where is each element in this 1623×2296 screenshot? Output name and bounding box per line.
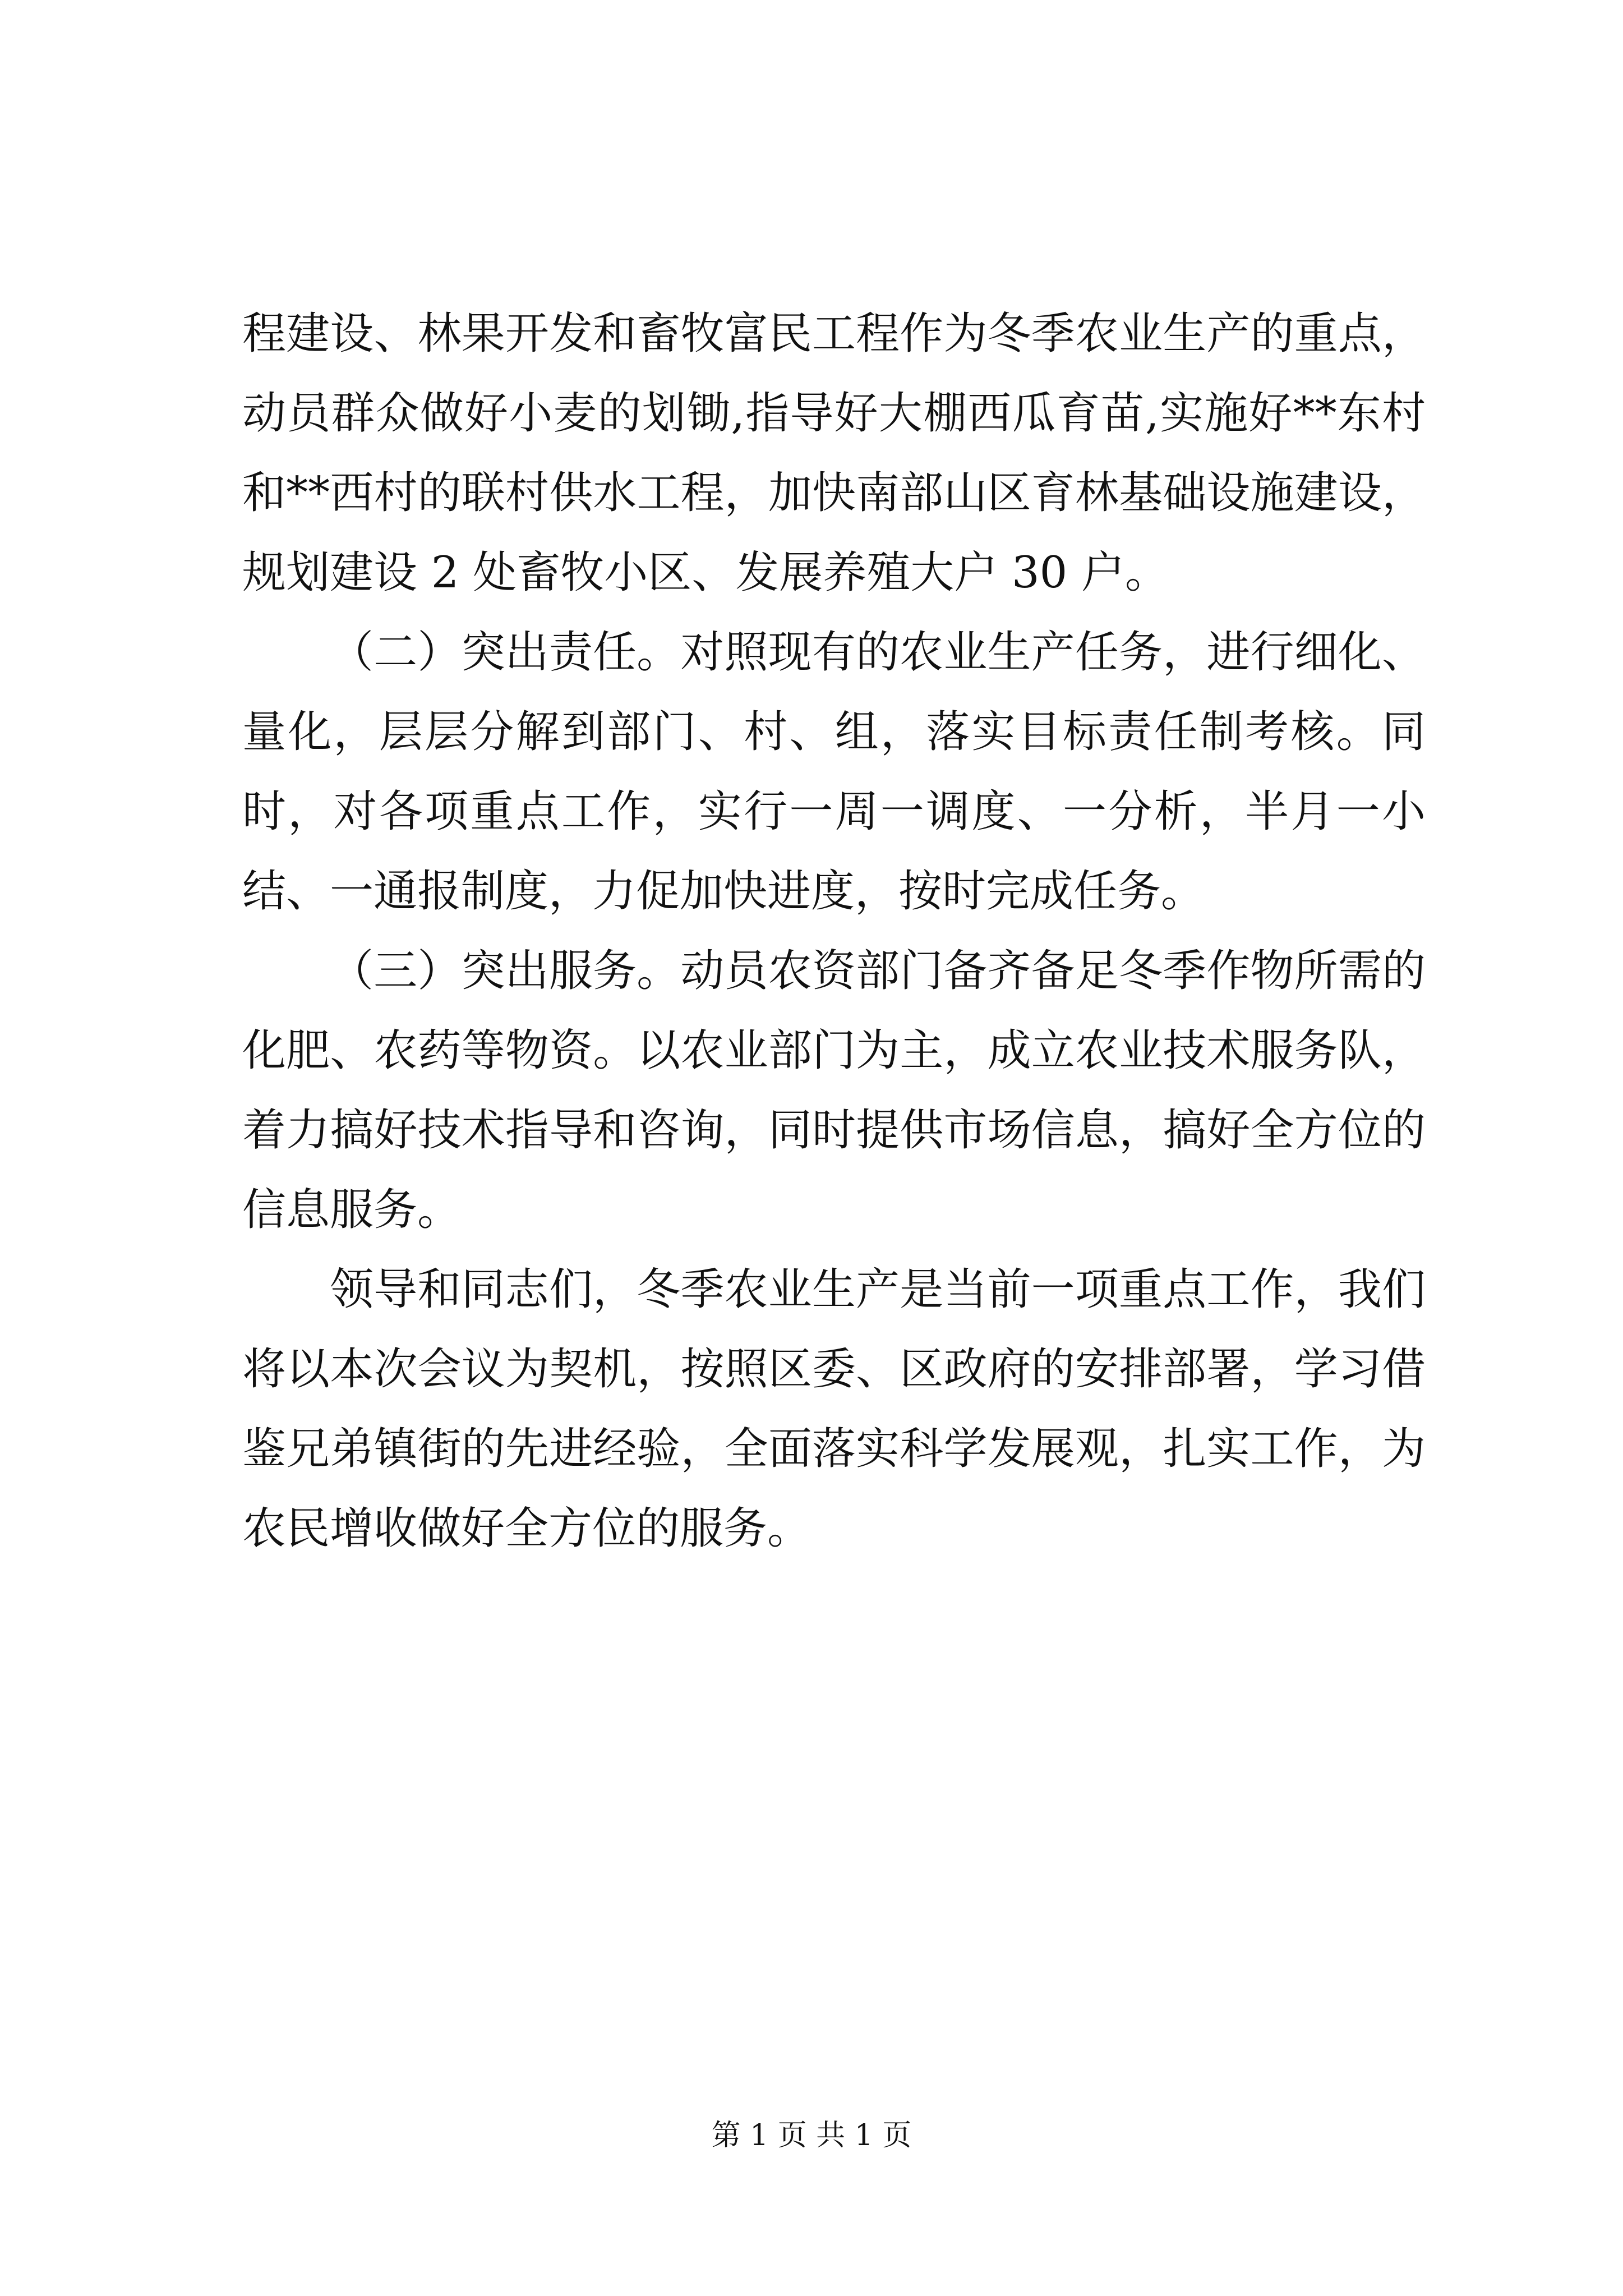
paragraph-service: （三）突出服务。动员农资部门备齐备足冬季作物所需的化肥、农药等物资。以农业部门为主，成立农业技术服务队，着力搞好技术指导和咨询，同时提供市场信息，搞好全方位的信息服务。 (242, 946, 1426, 1235)
paragraph-continuation: 程建设、林果开发和畜牧富民工程作为冬季农业生产的重点，动员群众做好小麦的划锄,指导好大棚西瓜育苗,实施好**东村和**西村的联村供水工程，加快南部山区育林基础设施建设，规划建设 2 处畜牧小区、发展养殖大户 30 户。 (242, 309, 1426, 598)
document-body (242, 294, 1426, 1568)
paragraph-responsibility: （二）突出责任。对照现有的农业生产任务，进行细化、量化，层层分解到部门、村、组，落实目标责任制考核。同时，对各项重点工作，实行一周一调度、一分析，半月一小结、一通报制度，力促加快进度，按时完成任务。 (242, 627, 1426, 917)
paragraph-closing: 领导和同志们，冬季农业生产是当前一项重点工作，我们将以本次会议为契机，按照区委、区政府的安排部署，学习借鉴兄弟镇街的先进经验，全面落实科学发展观，扎实工作，为农民增收做好全方位的服务。 (242, 1264, 1426, 1554)
page-footer: 第 1 页 共 1 页 (711, 2119, 912, 2152)
